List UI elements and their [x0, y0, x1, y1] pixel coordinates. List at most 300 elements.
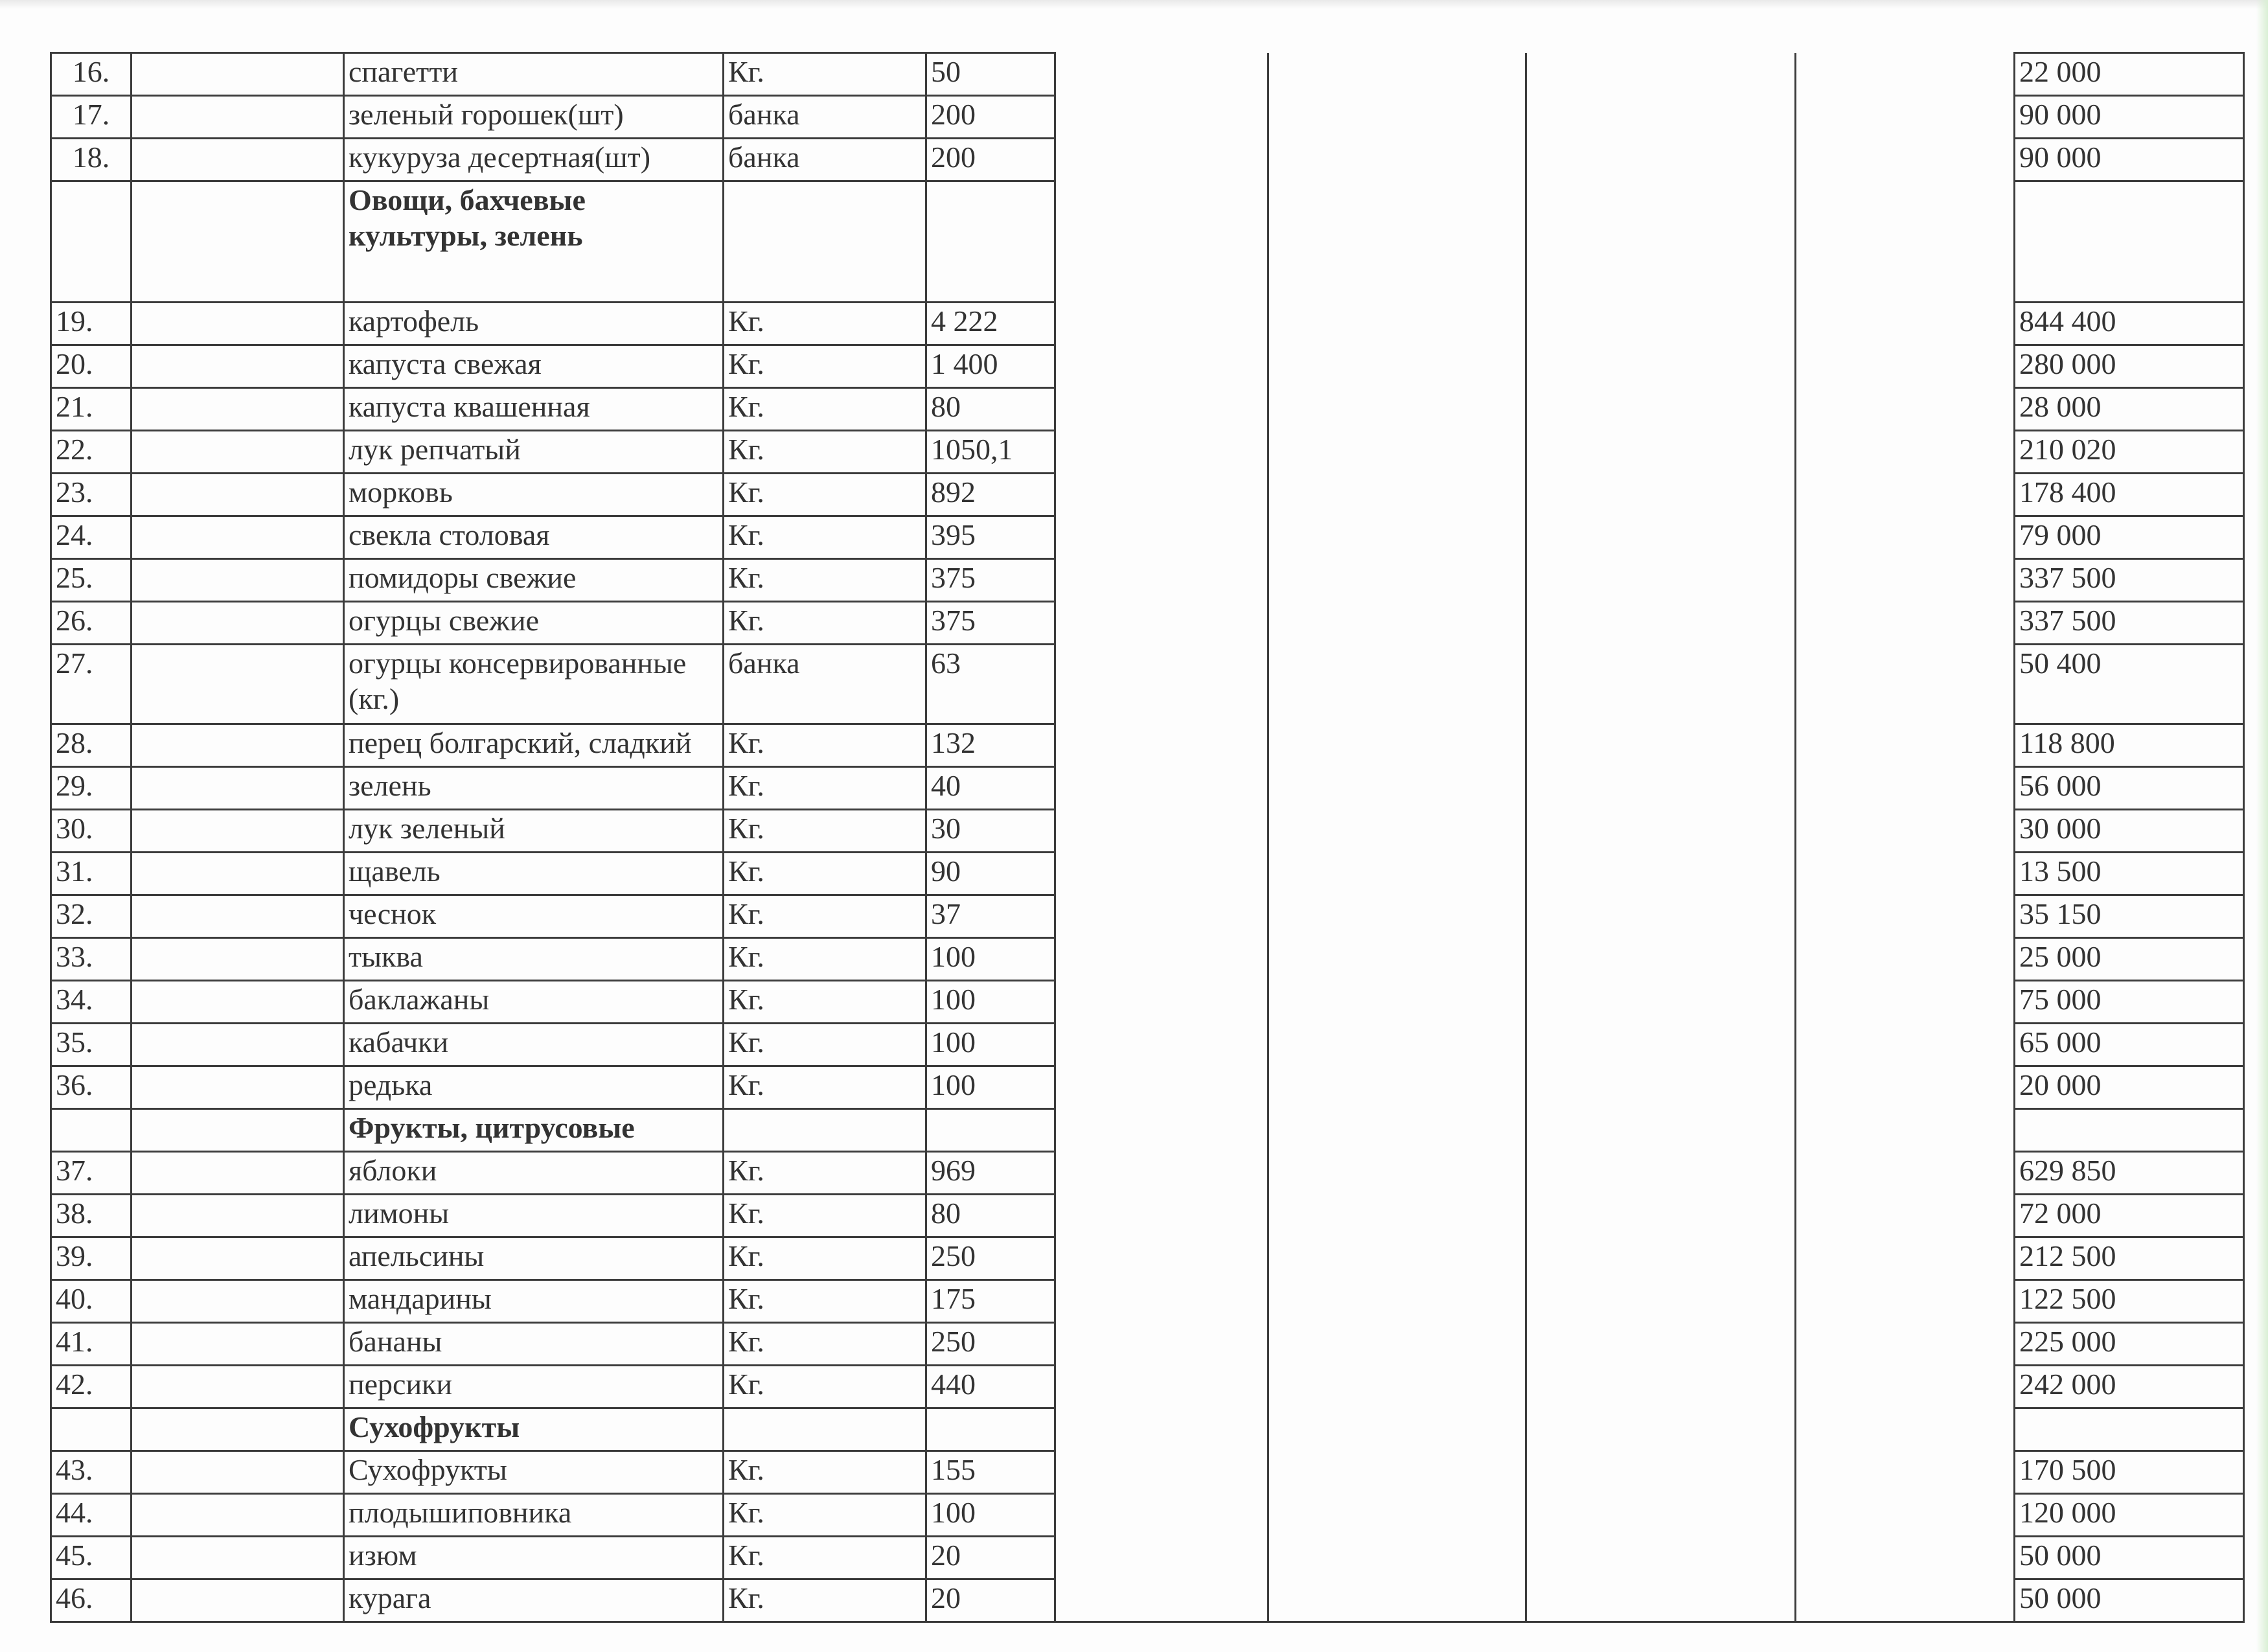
unit-cell: банка: [724, 96, 926, 139]
price-col-c: [1526, 810, 1796, 853]
row-number: 31.: [51, 853, 132, 895]
row-number: 33.: [51, 938, 132, 981]
sum-cell: 65 000: [2015, 1024, 2244, 1066]
price-col-c: [1526, 181, 1796, 303]
category-cell: [132, 1280, 344, 1323]
unit-cell: Кг.: [724, 853, 926, 895]
price-col-a: [1055, 981, 1268, 1024]
quantity-cell: 30: [926, 810, 1055, 853]
sum-cell: 629 850: [2015, 1152, 2244, 1195]
item-name: лук зеленый: [344, 810, 724, 853]
price-col-b: [1268, 810, 1526, 853]
item-name: Сухофрукты: [344, 1451, 724, 1494]
quantity-cell: 90: [926, 853, 1055, 895]
category-cell: [132, 981, 344, 1024]
sum-cell: [2015, 181, 2244, 303]
sum-cell: 50 000: [2015, 1537, 2244, 1579]
item-name: огурцы свежие: [344, 602, 724, 645]
procurement-table: [50, 52, 2245, 1623]
quantity-cell: [926, 1109, 1055, 1152]
price-col-c: [1526, 1237, 1796, 1280]
price-col-c: [1526, 1024, 1796, 1066]
sum-cell: 225 000: [2015, 1323, 2244, 1366]
row-number: 29.: [51, 767, 132, 810]
sum-cell: 28 000: [2015, 388, 2244, 431]
section-title: Овощи, бахчевые культуры, зелень: [344, 181, 724, 303]
item-name: помидоры свежие: [344, 559, 724, 602]
item-name: перец болгарский, сладкий: [344, 724, 724, 767]
price-col-d: [1796, 1152, 2015, 1195]
row-number: 37.: [51, 1152, 132, 1195]
price-col-d: [1796, 1451, 2015, 1494]
item-name: апельсины: [344, 1237, 724, 1280]
price-col-c: [1526, 559, 1796, 602]
sum-cell: 35 150: [2015, 895, 2244, 938]
price-col-b: [1268, 724, 1526, 767]
table-row: [51, 645, 2244, 724]
category-cell: [132, 1066, 344, 1109]
quantity-cell: 50: [926, 53, 1055, 96]
price-col-a: [1055, 724, 1268, 767]
row-number: 42.: [51, 1366, 132, 1408]
item-name: картофель: [344, 303, 724, 345]
price-col-b: [1268, 1408, 1526, 1451]
unit-cell: Кг.: [724, 981, 926, 1024]
table-row: [51, 516, 2244, 559]
table-row: [51, 895, 2244, 938]
quantity-cell: 1 400: [926, 345, 1055, 388]
sum-cell: 30 000: [2015, 810, 2244, 853]
table-row: [51, 388, 2244, 431]
table-row: [51, 431, 2244, 474]
sum-cell: 90 000: [2015, 139, 2244, 181]
unit-cell: Кг.: [724, 559, 926, 602]
category-cell: [132, 645, 344, 724]
row-number: 45.: [51, 1537, 132, 1579]
price-col-d: [1796, 767, 2015, 810]
row-number: 19.: [51, 303, 132, 345]
price-col-d: [1796, 1280, 2015, 1323]
section-row: [51, 181, 2244, 303]
unit-cell: Кг.: [724, 53, 926, 96]
unit-cell: Кг.: [724, 1024, 926, 1066]
price-col-c: [1526, 1109, 1796, 1152]
price-col-a: [1055, 181, 1268, 303]
row-number: 25.: [51, 559, 132, 602]
price-col-d: [1796, 1366, 2015, 1408]
quantity-cell: 395: [926, 516, 1055, 559]
unit-cell: Кг.: [724, 1579, 926, 1622]
price-col-c: [1526, 431, 1796, 474]
price-col-b: [1268, 767, 1526, 810]
category-cell: [132, 895, 344, 938]
unit-cell: Кг.: [724, 810, 926, 853]
price-col-b: [1268, 1109, 1526, 1152]
table-row: [51, 810, 2244, 853]
quantity-cell: 37: [926, 895, 1055, 938]
price-col-a: [1055, 53, 1268, 96]
price-col-a: [1055, 1024, 1268, 1066]
quantity-cell: 969: [926, 1152, 1055, 1195]
item-name: персики: [344, 1366, 724, 1408]
row-number: 43.: [51, 1451, 132, 1494]
item-name: зеленый горошек(шт): [344, 96, 724, 139]
category-cell: [132, 602, 344, 645]
price-col-c: [1526, 1408, 1796, 1451]
quantity-cell: [926, 181, 1055, 303]
unit-cell: Кг.: [724, 1323, 926, 1366]
section-row: [51, 1109, 2244, 1152]
category-cell: [132, 139, 344, 181]
price-col-d: [1796, 303, 2015, 345]
unit-cell: Кг.: [724, 938, 926, 981]
row-number: 39.: [51, 1237, 132, 1280]
price-col-b: [1268, 981, 1526, 1024]
table-row: [51, 1366, 2244, 1408]
price-col-c: [1526, 96, 1796, 139]
quantity-cell: 80: [926, 388, 1055, 431]
price-col-c: [1526, 516, 1796, 559]
quantity-cell: 100: [926, 1066, 1055, 1109]
item-name: кабачки: [344, 1024, 724, 1066]
sum-cell: 170 500: [2015, 1451, 2244, 1494]
sum-cell: 90 000: [2015, 96, 2244, 139]
row-number: 32.: [51, 895, 132, 938]
row-number: 27.: [51, 645, 132, 724]
sum-cell: 118 800: [2015, 724, 2244, 767]
table-body: [51, 53, 2244, 1622]
row-number-cell: [51, 181, 132, 303]
item-name: редька: [344, 1066, 724, 1109]
sum-cell: 280 000: [2015, 345, 2244, 388]
table-row: [51, 981, 2244, 1024]
price-col-a: [1055, 1280, 1268, 1323]
unit-cell: Кг.: [724, 474, 926, 516]
unit-cell: Кг.: [724, 1451, 926, 1494]
price-col-a: [1055, 1195, 1268, 1237]
price-col-b: [1268, 474, 1526, 516]
price-col-c: [1526, 767, 1796, 810]
sum-cell: 50 400: [2015, 645, 2244, 724]
price-col-a: [1055, 602, 1268, 645]
table-row: [51, 1494, 2244, 1537]
price-col-c: [1526, 474, 1796, 516]
price-col-c: [1526, 853, 1796, 895]
category-cell: [132, 516, 344, 559]
item-name: чеснок: [344, 895, 724, 938]
quantity-cell: 100: [926, 938, 1055, 981]
item-name: огурцы консервированные (кг.): [344, 645, 724, 724]
sum-cell: 56 000: [2015, 767, 2244, 810]
quantity-cell: 892: [926, 474, 1055, 516]
unit-cell: Кг.: [724, 1237, 926, 1280]
price-col-a: [1055, 767, 1268, 810]
price-col-b: [1268, 345, 1526, 388]
price-col-d: [1796, 516, 2015, 559]
price-col-b: [1268, 1152, 1526, 1195]
table-row: [51, 938, 2244, 981]
row-number: 18.: [51, 139, 132, 181]
item-name: баклажаны: [344, 981, 724, 1024]
table-row: [51, 1537, 2244, 1579]
category-cell: [132, 938, 344, 981]
price-col-b: [1268, 303, 1526, 345]
category-cell: [132, 53, 344, 96]
item-name: изюм: [344, 1537, 724, 1579]
item-name: свекла столовая: [344, 516, 724, 559]
sum-cell: 13 500: [2015, 853, 2244, 895]
price-col-b: [1268, 1537, 1526, 1579]
section-title: Фрукты, цитрусовые: [344, 1109, 724, 1152]
quantity-cell: 155: [926, 1451, 1055, 1494]
category-cell: [132, 559, 344, 602]
price-col-b: [1268, 1195, 1526, 1237]
price-col-b: [1268, 516, 1526, 559]
price-col-a: [1055, 474, 1268, 516]
row-number-cell: [51, 1109, 132, 1152]
section-row: [51, 1408, 2244, 1451]
category-cell: [132, 1579, 344, 1622]
price-col-b: [1268, 1237, 1526, 1280]
price-col-b: [1268, 1494, 1526, 1537]
quantity-cell: 4 222: [926, 303, 1055, 345]
price-col-a: [1055, 388, 1268, 431]
row-number: 36.: [51, 1066, 132, 1109]
sum-cell: 25 000: [2015, 938, 2244, 981]
row-number: 34.: [51, 981, 132, 1024]
quantity-cell: 375: [926, 602, 1055, 645]
category-cell: [132, 1195, 344, 1237]
sum-cell: 337 500: [2015, 602, 2244, 645]
category-cell: [132, 853, 344, 895]
category-cell: [132, 724, 344, 767]
category-cell: [132, 345, 344, 388]
sum-cell: 50 000: [2015, 1579, 2244, 1622]
table-row: [51, 1066, 2244, 1109]
price-col-b: [1268, 602, 1526, 645]
unit-cell: Кг.: [724, 1195, 926, 1237]
price-col-b: [1268, 559, 1526, 602]
price-col-b: [1268, 1366, 1526, 1408]
price-col-b: [1268, 431, 1526, 474]
price-col-c: [1526, 938, 1796, 981]
quantity-cell: 440: [926, 1366, 1055, 1408]
price-col-a: [1055, 431, 1268, 474]
price-col-b: [1268, 139, 1526, 181]
unit-cell: банка: [724, 139, 926, 181]
price-col-a: [1055, 303, 1268, 345]
price-col-c: [1526, 1195, 1796, 1237]
category-cell: [132, 1109, 344, 1152]
category-cell: [132, 810, 344, 853]
row-number: 35.: [51, 1024, 132, 1066]
table-row: [51, 1323, 2244, 1366]
price-col-d: [1796, 1579, 2015, 1622]
price-col-c: [1526, 602, 1796, 645]
price-col-d: [1796, 559, 2015, 602]
price-col-d: [1796, 724, 2015, 767]
price-col-d: [1796, 96, 2015, 139]
table-row: [51, 53, 2244, 96]
item-name: тыква: [344, 938, 724, 981]
table-row: [51, 1451, 2244, 1494]
item-name: кукуруза десертная(шт): [344, 139, 724, 181]
price-col-d: [1796, 1024, 2015, 1066]
unit-cell: [724, 1109, 926, 1152]
scan-shadow-top: [0, 0, 2268, 9]
price-col-a: [1055, 1366, 1268, 1408]
unit-cell: Кг.: [724, 895, 926, 938]
unit-cell: Кг.: [724, 1066, 926, 1109]
quantity-cell: 20: [926, 1537, 1055, 1579]
price-col-a: [1055, 1451, 1268, 1494]
category-cell: [132, 474, 344, 516]
price-col-d: [1796, 1066, 2015, 1109]
price-col-a: [1055, 559, 1268, 602]
item-name: лук репчатый: [344, 431, 724, 474]
price-col-d: [1796, 981, 2015, 1024]
price-col-c: [1526, 1579, 1796, 1622]
quantity-cell: 80: [926, 1195, 1055, 1237]
unit-cell: банка: [724, 645, 926, 724]
table-row: [51, 345, 2244, 388]
price-col-c: [1526, 53, 1796, 96]
price-col-d: [1796, 1494, 2015, 1537]
quantity-cell: 250: [926, 1323, 1055, 1366]
sum-cell: 22 000: [2015, 53, 2244, 96]
quantity-cell: 250: [926, 1237, 1055, 1280]
quantity-cell: 375: [926, 559, 1055, 602]
sum-cell: 242 000: [2015, 1366, 2244, 1408]
price-col-b: [1268, 96, 1526, 139]
sum-cell: 337 500: [2015, 559, 2244, 602]
unit-cell: [724, 1408, 926, 1451]
price-col-b: [1268, 1451, 1526, 1494]
item-name: щавель: [344, 853, 724, 895]
price-col-d: [1796, 1408, 2015, 1451]
row-number: 17.: [51, 96, 132, 139]
category-cell: [132, 1323, 344, 1366]
table-row: [51, 1195, 2244, 1237]
price-col-a: [1055, 139, 1268, 181]
price-col-a: [1055, 1494, 1268, 1537]
table-row: [51, 559, 2244, 602]
row-number: 22.: [51, 431, 132, 474]
price-col-c: [1526, 303, 1796, 345]
quantity-cell: 40: [926, 767, 1055, 810]
price-col-b: [1268, 938, 1526, 981]
unit-cell: [724, 181, 926, 303]
table-row: [51, 1024, 2244, 1066]
unit-cell: Кг.: [724, 1366, 926, 1408]
price-col-d: [1796, 388, 2015, 431]
unit-cell: Кг.: [724, 303, 926, 345]
table-row: [51, 303, 2244, 345]
row-number: 21.: [51, 388, 132, 431]
sum-cell: 122 500: [2015, 1280, 2244, 1323]
quantity-cell: 100: [926, 1024, 1055, 1066]
price-col-d: [1796, 139, 2015, 181]
category-cell: [132, 1024, 344, 1066]
price-col-a: [1055, 1109, 1268, 1152]
sum-cell: 210 020: [2015, 431, 2244, 474]
quantity-cell: 1050,1: [926, 431, 1055, 474]
item-name: морковь: [344, 474, 724, 516]
row-number-cell: [51, 1408, 132, 1451]
row-number: 26.: [51, 602, 132, 645]
table-row: [51, 1579, 2244, 1622]
row-number: 28.: [51, 724, 132, 767]
item-name: капуста квашенная: [344, 388, 724, 431]
unit-cell: Кг.: [724, 1494, 926, 1537]
unit-cell: Кг.: [724, 1280, 926, 1323]
table-row: [51, 602, 2244, 645]
quantity-cell: 132: [926, 724, 1055, 767]
price-col-b: [1268, 1323, 1526, 1366]
price-col-b: [1268, 1579, 1526, 1622]
category-cell: [132, 1494, 344, 1537]
item-name: зелень: [344, 767, 724, 810]
category-cell: [132, 96, 344, 139]
category-cell: [132, 767, 344, 810]
table-row: [51, 474, 2244, 516]
price-col-a: [1055, 1323, 1268, 1366]
price-col-d: [1796, 602, 2015, 645]
unit-cell: Кг.: [724, 767, 926, 810]
category-cell: [132, 1152, 344, 1195]
unit-cell: Кг.: [724, 602, 926, 645]
unit-cell: Кг.: [724, 388, 926, 431]
sum-cell: 72 000: [2015, 1195, 2244, 1237]
price-col-c: [1526, 1451, 1796, 1494]
row-number: 16.: [51, 53, 132, 96]
table-row: [51, 724, 2244, 767]
item-name: мандарины: [344, 1280, 724, 1323]
category-cell: [132, 388, 344, 431]
quantity-cell: 175: [926, 1280, 1055, 1323]
price-col-d: [1796, 1237, 2015, 1280]
row-number: 41.: [51, 1323, 132, 1366]
table-row: [51, 853, 2244, 895]
price-col-c: [1526, 724, 1796, 767]
price-col-b: [1268, 1066, 1526, 1109]
price-col-c: [1526, 345, 1796, 388]
item-name: спагетти: [344, 53, 724, 96]
category-cell: [132, 303, 344, 345]
sum-cell: [2015, 1408, 2244, 1451]
table-row: [51, 139, 2244, 181]
price-col-b: [1268, 1024, 1526, 1066]
price-col-c: [1526, 645, 1796, 724]
price-col-c: [1526, 1323, 1796, 1366]
price-col-a: [1055, 1537, 1268, 1579]
unit-cell: Кг.: [724, 1537, 926, 1579]
price-col-a: [1055, 1066, 1268, 1109]
price-col-c: [1526, 1366, 1796, 1408]
price-col-a: [1055, 516, 1268, 559]
sum-cell: 20 000: [2015, 1066, 2244, 1109]
quantity-cell: 200: [926, 139, 1055, 181]
category-cell: [132, 181, 344, 303]
table-row: [51, 96, 2244, 139]
item-name: лимоны: [344, 1195, 724, 1237]
price-col-c: [1526, 1494, 1796, 1537]
sum-cell: 79 000: [2015, 516, 2244, 559]
price-col-a: [1055, 645, 1268, 724]
price-col-a: [1055, 853, 1268, 895]
category-cell: [132, 1366, 344, 1408]
quantity-cell: 20: [926, 1579, 1055, 1622]
